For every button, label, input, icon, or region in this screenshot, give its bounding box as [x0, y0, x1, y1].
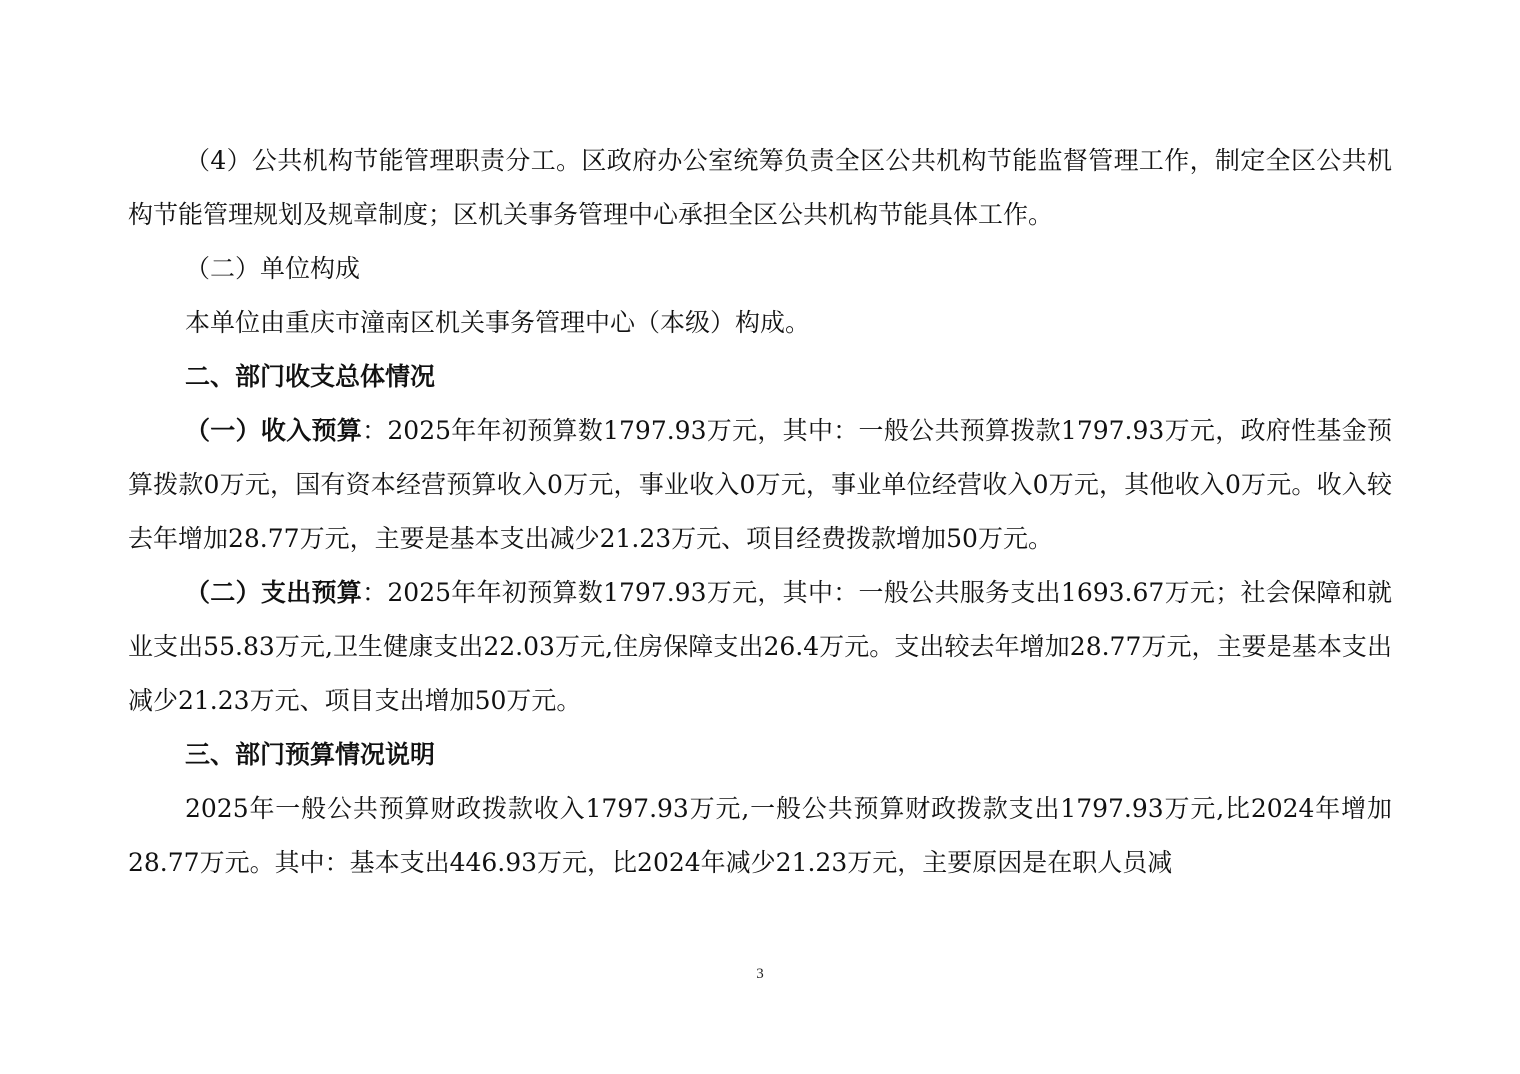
- paragraph-text: 2025年一般公共预算财政拨款收入1797.93万元,一般公共预算财政拨款支出1797.93万元,比2024年增加28.77万元。其中：基本支出446.93万元，比2024年减少21.23万元，主要原因是在职人员减: [128, 794, 1392, 877]
- document-body: [128, 134, 1392, 890]
- paragraph-text: ：2025年年初预算数1797.93万元，其中：一般公共服务支出1693.67万元；社会保障和就业支出55.83万元,卫生健康支出22.03万元,住房保障支出26.4万元。支出较去年增加28.77万元，主要是基本支出减少21.23万元、项目支出增加50万元。: [128, 578, 1392, 715]
- paragraph-income-budget: [128, 404, 1392, 566]
- paragraph-label: （二）支出预算: [185, 578, 363, 607]
- heading-text: 三、部门预算情况说明: [185, 740, 436, 769]
- section-heading-revenue-expenditure: [128, 350, 1392, 404]
- subheading-unit-composition: [128, 242, 1392, 296]
- paragraph-label: （一）收入预算: [185, 416, 363, 445]
- page-number: 3: [756, 966, 764, 982]
- paragraph-text: 本单位由重庆市潼南区机关事务管理中心（本级）构成。: [185, 308, 811, 337]
- paragraph-text: （4）公共机构节能管理职责分工。区政府办公室统筹负责全区公共机构节能监督管理工作，制定全区公共机构节能管理规划及规章制度；区机关事务管理中心承担全区公共机构节能具体工作。: [128, 146, 1392, 229]
- heading-text: 二、部门收支总体情况: [185, 362, 436, 391]
- section-heading-budget-explanation: [128, 728, 1392, 782]
- paragraph-text: （二）单位构成: [185, 254, 361, 283]
- paragraph-text: ：2025年年初预算数1797.93万元，其中：一般公共预算拨款1797.93万元，政府性基金预算拨款0万元，国有资本经营预算收入0万元，事业收入0万元，事业单位经营收入0万元，其他收入0万元。收入较去年增加28.77万元，主要是基本支出减少21.23万元、项目经费拨款增加50万元。: [128, 416, 1392, 553]
- paragraph-fiscal-allocation: [128, 782, 1392, 890]
- paragraph-energy-saving-duties: [128, 134, 1392, 242]
- paragraph-unit-composition: [128, 296, 1392, 350]
- paragraph-expenditure-budget: [128, 566, 1392, 728]
